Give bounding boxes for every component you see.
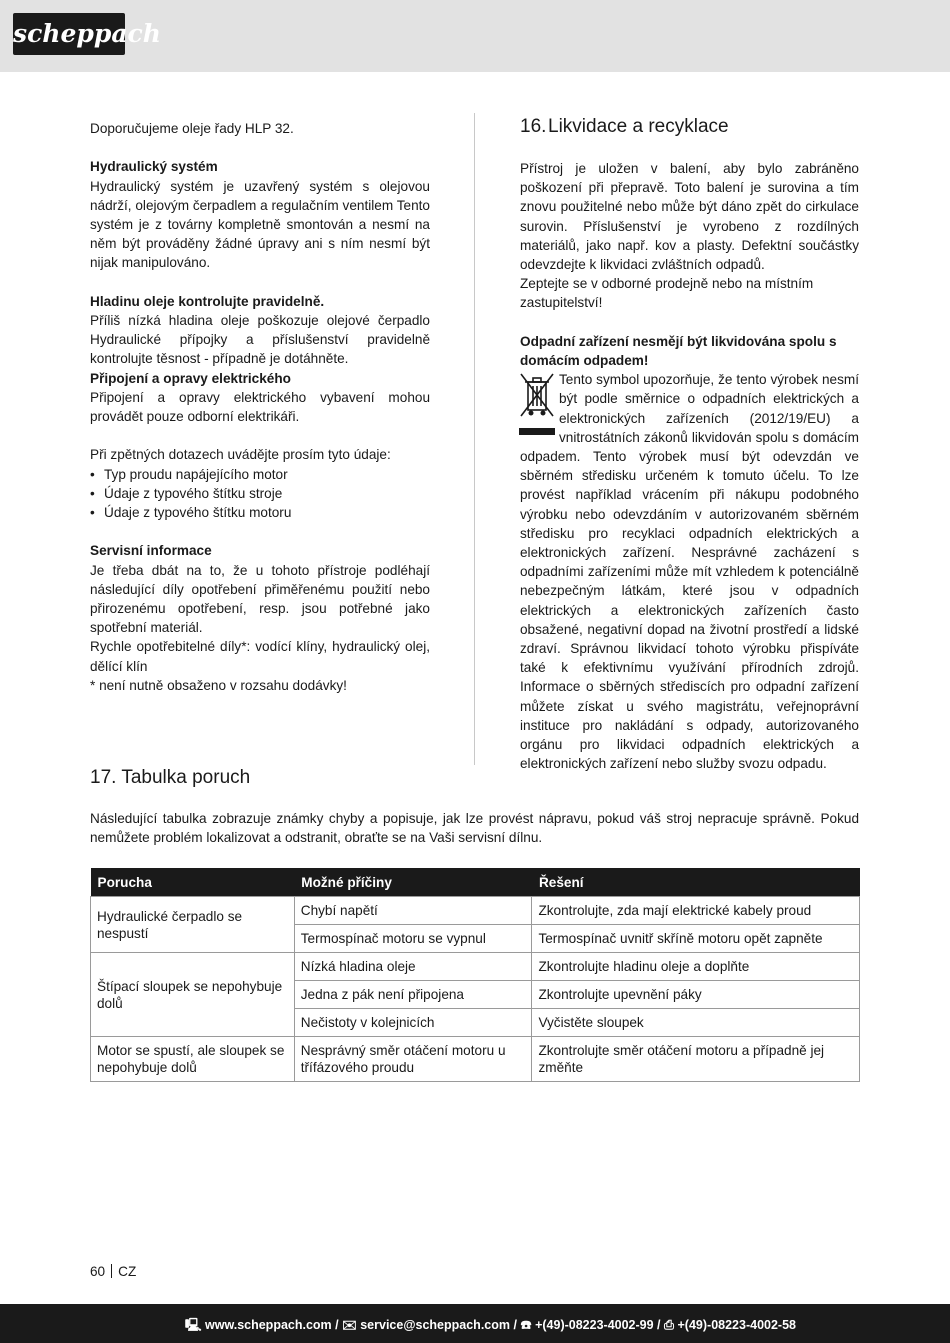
- left-column: [90, 119, 430, 695]
- fax-number: +(49)-08223-4002-58: [677, 1318, 796, 1332]
- cause-cell: Nečistoty v kolejnicích: [294, 1009, 532, 1037]
- cause-cell: Chybí napětí: [294, 897, 532, 925]
- hydraulic-text: Hydraulický systém je uzavřený systém s olejovou nádrží, olejovým čerpadlem a regulačním ventilem Tento systém je z továrny kompletně smontován a nesmí na něm být prováděny žádné úpravy ani s ním nesmí být nijak manipulováno.: [90, 178, 430, 271]
- page-header: [0, 0, 950, 72]
- packaging-text: Přístroj je uložen v balení, aby bylo zabráněno poškození při přepravě. Toto balení je surovina a tím znovu použitelné nebo může být dáno zpět do cirkulace surovin. Příslušenství je vyrobeno z rozdílných materiálů, jako např. kov a plasty. Defektní součástky odevzdejte k likvidaci zvláštních odpadů.: [520, 161, 859, 273]
- section-17-intro: Následující tabulka zobrazuje známky chyby a popisuje, jak lze provést nápravu, pokud váš stroj nepracuje správně. Pokud nemůžete problém lokalizovat a odstranit, obraťte se na Vaši servisní dílnu.: [90, 811, 859, 846]
- service-text: Je třeba dbát na to, že u tohoto přístroje podléhají následující díly opotřebení přiměřenému použití nebo přirozenému opotřebení, resp. jsou potřebné jako spotřební materiál.: [90, 562, 430, 636]
- oil-recommendation: Doporučujeme oleje řady HLP 32.: [90, 121, 294, 136]
- header-causes: Možné příčiny: [294, 868, 532, 897]
- language-code: CZ: [118, 1264, 137, 1279]
- cause-cell: Nesprávný směr otáčení motoru u třífázového proudu: [294, 1037, 532, 1082]
- table-header-row: [91, 868, 860, 897]
- page-number-block: [90, 1264, 136, 1279]
- cause-cell: Jedna z pák není připojena: [294, 981, 532, 1009]
- list-item: • Typ proudu napájejícího motor: [90, 465, 430, 484]
- fault-table: [90, 868, 860, 1082]
- mail-icon: ✉: [342, 1318, 357, 1332]
- email-link[interactable]: service@scheppach.com /: [360, 1318, 517, 1332]
- electric-text: Připojení a opravy elektrického vybavení mohou provádět pouze odborní elektrikáři.: [90, 389, 430, 425]
- list-item: • Údaje z typového štítku motoru: [90, 503, 430, 522]
- solution-cell: Termospínač uvnitř skříně motoru opět zapněte: [532, 925, 860, 953]
- column-divider: [474, 113, 475, 765]
- oil-level-text: Příliš nízká hladina oleje poškozuje olejové čerpadlo Hydraulické přípojky a příslušenství pravidelně kontrolujte těsnost - případně je dotáhněte.: [90, 313, 430, 367]
- queries-list: [90, 465, 430, 523]
- cause-cell: Termospínač motoru se vypnul: [294, 925, 532, 953]
- hydraulic-heading: Hydraulický systém: [90, 159, 218, 175]
- section-17-heading: 17. Tabulka poruch: [90, 767, 251, 788]
- service-heading: Servisní informace: [90, 543, 212, 559]
- table-row: [91, 953, 860, 981]
- fault-cell: Hydraulické čerpadlo se nespustí: [91, 897, 295, 953]
- header-fault: Porucha: [91, 868, 295, 897]
- computer-icon: 🖳: [184, 1318, 202, 1332]
- header-solution: Řešení: [532, 868, 860, 897]
- electric-heading: Připojení a opravy elektrického: [90, 370, 291, 386]
- weee-text: Tento symbol upozorňuje, že tento výrobek nesmí být podle směrnice o odpadních elektrických a elektronických zařízeních (2012/19/EU) a vnitrostátních zákonů likvidován spolu s domácím odpadem. Tento výrobek musí být odevzdán ve sběrném středisku určeném k tomuto účelu. To lze provést například vrácením při nákupu podobného výrobku nebo odevzdáním v autorizovaném sběrném středisku pro recyklaci odpadních elektrických a elektronických zařízení. Nesprávné zacházení s odpadními zařízeními může mít vzhledem k potenciálně nebezpečným látkám, které jsou v odpadních elektrických a elektronických zařízeních často obsažené, negativní dopad na životní prostředí a lidské zdraví. Správnou likvidací tohoto výrobku přispíváte také k efektivnímu využívání přírodních zdrojů. Informace o sběrných střediscích pro odpadní zařízení můžete získat u svého magistrátu, veřejnoprávní instituce pro nakládání s odpady, autorizovaného orgánu pro likvidaci odpadních elektrických a elektronických zařízení nebo služby svozu odpadu.: [520, 372, 859, 772]
- weee-block: [520, 370, 859, 773]
- section-number: 16.: [520, 116, 547, 137]
- section-title: Likvidace a recyklace: [548, 116, 729, 137]
- footnote: * není nutně obsaženo v rozsahu dodávky!: [90, 677, 347, 693]
- solution-cell: Zkontrolujte upevnění páky: [532, 981, 860, 1009]
- scheppach-logo: scheppach: [13, 13, 125, 55]
- solution-cell: Vyčistěte sloupek: [532, 1009, 860, 1037]
- section-16-heading: [520, 113, 859, 141]
- solution-cell: Zkontrolujte, zda mají elektrické kabely proud: [532, 897, 860, 925]
- fax-icon: ⎙: [664, 1318, 675, 1332]
- right-column: [520, 113, 859, 773]
- page-number: 60: [90, 1264, 106, 1279]
- dealer-text: Zeptejte se v odborné prodejně nebo na místním zastupitelství!: [520, 276, 814, 311]
- website-link[interactable]: www.scheppach.com /: [205, 1318, 339, 1332]
- cause-cell: Nízká hladina oleje: [294, 953, 532, 981]
- solution-cell: Zkontrolujte hladinu oleje a doplňte: [532, 953, 860, 981]
- solution-cell: Zkontrolujte směr otáčení motoru a případně jej změňte: [532, 1037, 860, 1082]
- wear-parts-text: Rychle opotřebitelné díly*: vodící klíny, hydraulický olej, dělící klín: [90, 639, 430, 674]
- phone-number: +(49)-08223-4002-99 /: [535, 1318, 661, 1332]
- table-row: [91, 1037, 860, 1082]
- page-footer: [0, 1304, 950, 1343]
- fault-cell: Motor se spustí, ale sloupek se nepohybuje dolů: [91, 1037, 295, 1082]
- separator: [111, 1264, 112, 1278]
- weee-heading: Odpadní zařízení nesmějí být likvidována spolu s domácím odpadem!: [520, 333, 837, 369]
- queries-text: Při zpětných dotazech uvádějte prosím tyto údaje:: [90, 447, 391, 463]
- table-row: [91, 897, 860, 925]
- fault-cell: Štípací sloupek se nepohybuje dolů: [91, 953, 295, 1037]
- list-item: • Údaje z typového štítku stroje: [90, 484, 430, 503]
- phone-icon: ☎: [520, 1318, 532, 1332]
- crossed-bin-icon: [519, 372, 555, 436]
- oil-level-heading: Hladinu oleje kontrolujte pravidelně.: [90, 293, 325, 309]
